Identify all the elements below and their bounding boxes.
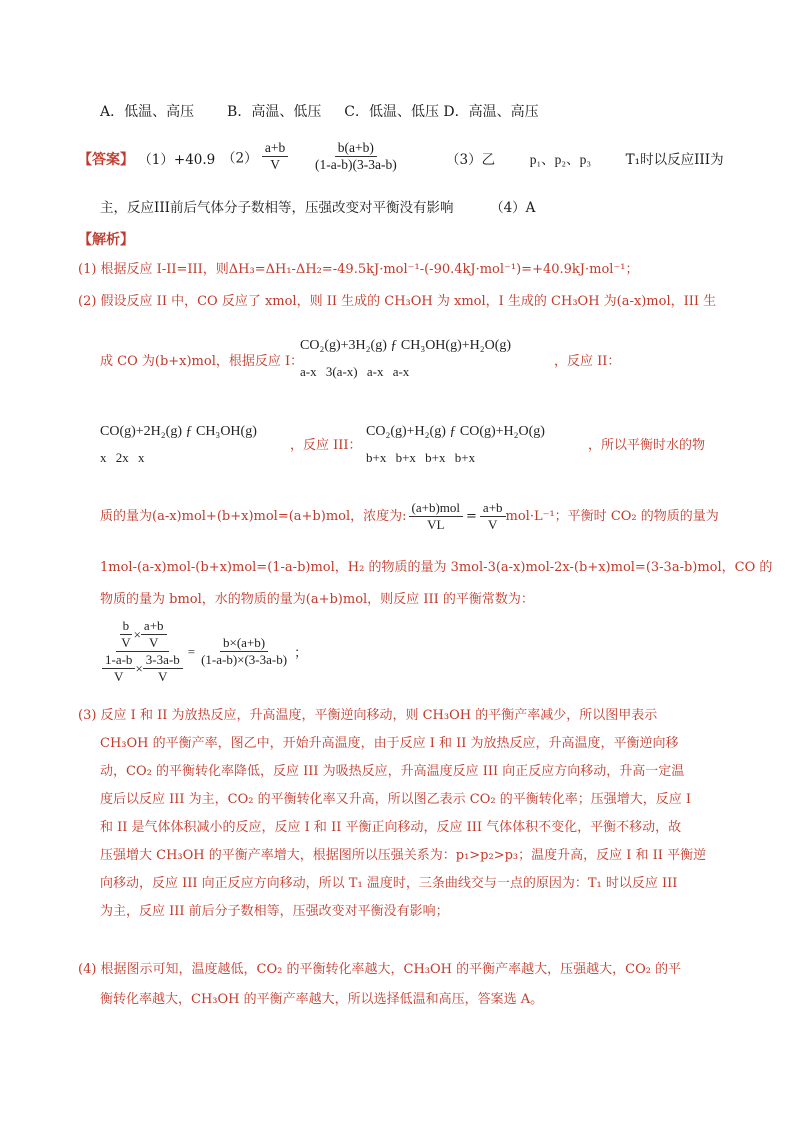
answer-part1: （1）+40.9	[138, 152, 216, 168]
analysis-heading: 【解析】	[78, 232, 134, 248]
option-d: D．高温、高压	[443, 104, 539, 120]
option-c: C．低温、低压	[344, 104, 439, 120]
option-a: A．低温、高压	[100, 104, 195, 120]
analysis-line-2: (2) 假设反应 II 中，CO 反应了 xmol，则 II 生成的 CH₃OH 为 xmol，I 生成的 CH₃OH 为(a-x)mol，III 生	[78, 294, 717, 309]
analysis-line-3b: ，反应 II：	[554, 354, 621, 369]
analysis-line-6: 1mol-(a-x)mol-(b+x)mol=(1-a-b)mol，H₂ 的物质的量为 3mol-3(a-x)mol-2x-(b+x)mol=(3-3a-b)mol，CO 的	[100, 560, 773, 575]
analysis-line-10: 动，CO₂ 的平衡转化率降低，反应 III 为吸热反应，升高温度反应 III 向正反应方向移动，升高一定温	[100, 764, 685, 779]
analysis-line-12: 和 II 是气体体积减小的反应，反应 I 和 II 平衡正向移动，反应 III 气体体积不变化，平衡不移动，故	[100, 820, 682, 835]
reaction-iii-equation: CO₂(g)+H₂(g) ƒ CO(g)+H₂O(g) b+x b+x b+x b+x	[366, 424, 545, 465]
answer-line2: 主，反应III前后气体分子数相等，压强改变对平衡没有影响 （4）A	[100, 200, 536, 216]
answer-part3: （3）乙 p₁、p₂、p₃ T₁时以反应III为	[446, 152, 724, 168]
analysis-line-14: 向移动，反应 III 向正反应方向移动，所以 T₁ 温度时，三条曲线交与一点的原因为：T₁ 时以反应 III	[100, 876, 678, 891]
analysis-line-1: (1) 根据反应 I-II=III，则ΔH₃=ΔH₁-ΔH₂=-49.5kJ·mol⁻¹-(-90.4kJ·mol⁻¹)=+40.9kJ·mol⁻¹；	[78, 262, 639, 277]
answer-heading: 【答案】	[78, 152, 134, 168]
answer-fraction-1: $\frac{a+b}{V}$	[262, 140, 288, 173]
k-result-fraction: $\frac{b\times(a+b)}{(1-a-b)\times(3-3a-b)}$	[201, 635, 288, 667]
reaction-i-equation: CO₂(g)+3H₂(g) ƒ CH₃OH(g)+H₂O(g) a-x 3(a-x) a-x a-x	[300, 338, 512, 379]
answer-part2: （2） $\frac{a+b}{V}$	[222, 140, 288, 173]
answer-line1	[78, 150, 215, 170]
analysis-line-15: 为主，反应 III 前后分子数相等，压强改变对平衡没有影响；	[100, 904, 449, 919]
analysis-line-7: 物质的量为 bmol，水的物质的量为(a+b)mol，则反应 III 的平衡常数为：	[100, 592, 534, 607]
analysis-line-5: 质的量为(a-x)mol+(b+x)mol=(a+b)mol，浓度为: $\frac{\text{(a+b)mol}}{VL}$ = $\frac{a+b}{V}$ mol·L⁻¹；平衡时 CO₂ 的物质的量为	[100, 500, 719, 532]
analysis-line-17: 衡转化率越大，CH₃OH 的平衡产率越大，所以选择低温和高压，答案选 A。	[100, 992, 544, 1007]
analysis-line-11: 度后以反应 III 为主，CO₂ 的平衡转化率又升高，所以图乙表示 CO₂ 的平衡转化率；压强增大，反应 I	[100, 792, 691, 807]
analysis-line-4a: ，反应 III：	[290, 438, 362, 453]
answer-fraction-2: $\frac{b(a+b)}{(1-a-b)(3-3a-b)}$	[315, 140, 397, 172]
pressure-list: p₁、p₂、p₃	[529, 152, 592, 167]
analysis-line-8: (3) 反应 I 和 II 为放热反应，升高温度，平衡逆向移动，则 CH₃OH 的平衡产率减少，所以图甲表示	[78, 708, 658, 723]
k-complex-fraction: $\frac{b}{V}$ × $\frac{a+b}{V}$ $\frac{1-a-b}{V}$ × $\frac{3-3a-b}{V}$	[100, 618, 185, 685]
options-row	[100, 102, 539, 122]
answer-part4: （4）A	[490, 200, 536, 216]
option-b: B．高温、低压	[227, 104, 322, 120]
analysis-line-16: (4) 根据图示可知，温度越低，CO₂ 的平衡转化率越大，CH₃OH 的平衡产率越大，压强越大，CO₂ 的平	[78, 962, 682, 977]
concentration-fraction: $\frac{\text{(a+b)mol}}{VL}$	[409, 500, 463, 533]
analysis-line-13: 压强增大 CH₃OH 的平衡产率增大，根据图所以压强关系为：p₁>p₂>p₃；温度升高，反应 I 和 II 平衡逆	[100, 848, 707, 863]
concentration-fraction-simplified: $\frac{a+b}{V}$	[480, 500, 506, 533]
analysis-line-4b: ，所以平衡时水的物	[588, 438, 706, 453]
analysis-line-3a: 成 CO 为(b+x)mol，根据反应 I：	[100, 354, 304, 369]
equilibrium-constant-expression: $\frac{b}{V}$ × $\frac{a+b}{V}$ $\frac{1-a-b}{V}$ × $\frac{3-3a-b}{V}$ = $\frac{b\times(a+b)}{(1-a-b)\times(3-3a-b)}$ ；	[100, 618, 307, 685]
reaction-ii-equation: CO(g)+2H₂(g) ƒ CH₃OH(g) x 2x x	[100, 424, 257, 465]
analysis-line-9: CH₃OH 的平衡产率，图乙中，开始升高温度，由于反应 I 和 II 为放热反应，升高温度，平衡逆向移	[100, 736, 679, 751]
